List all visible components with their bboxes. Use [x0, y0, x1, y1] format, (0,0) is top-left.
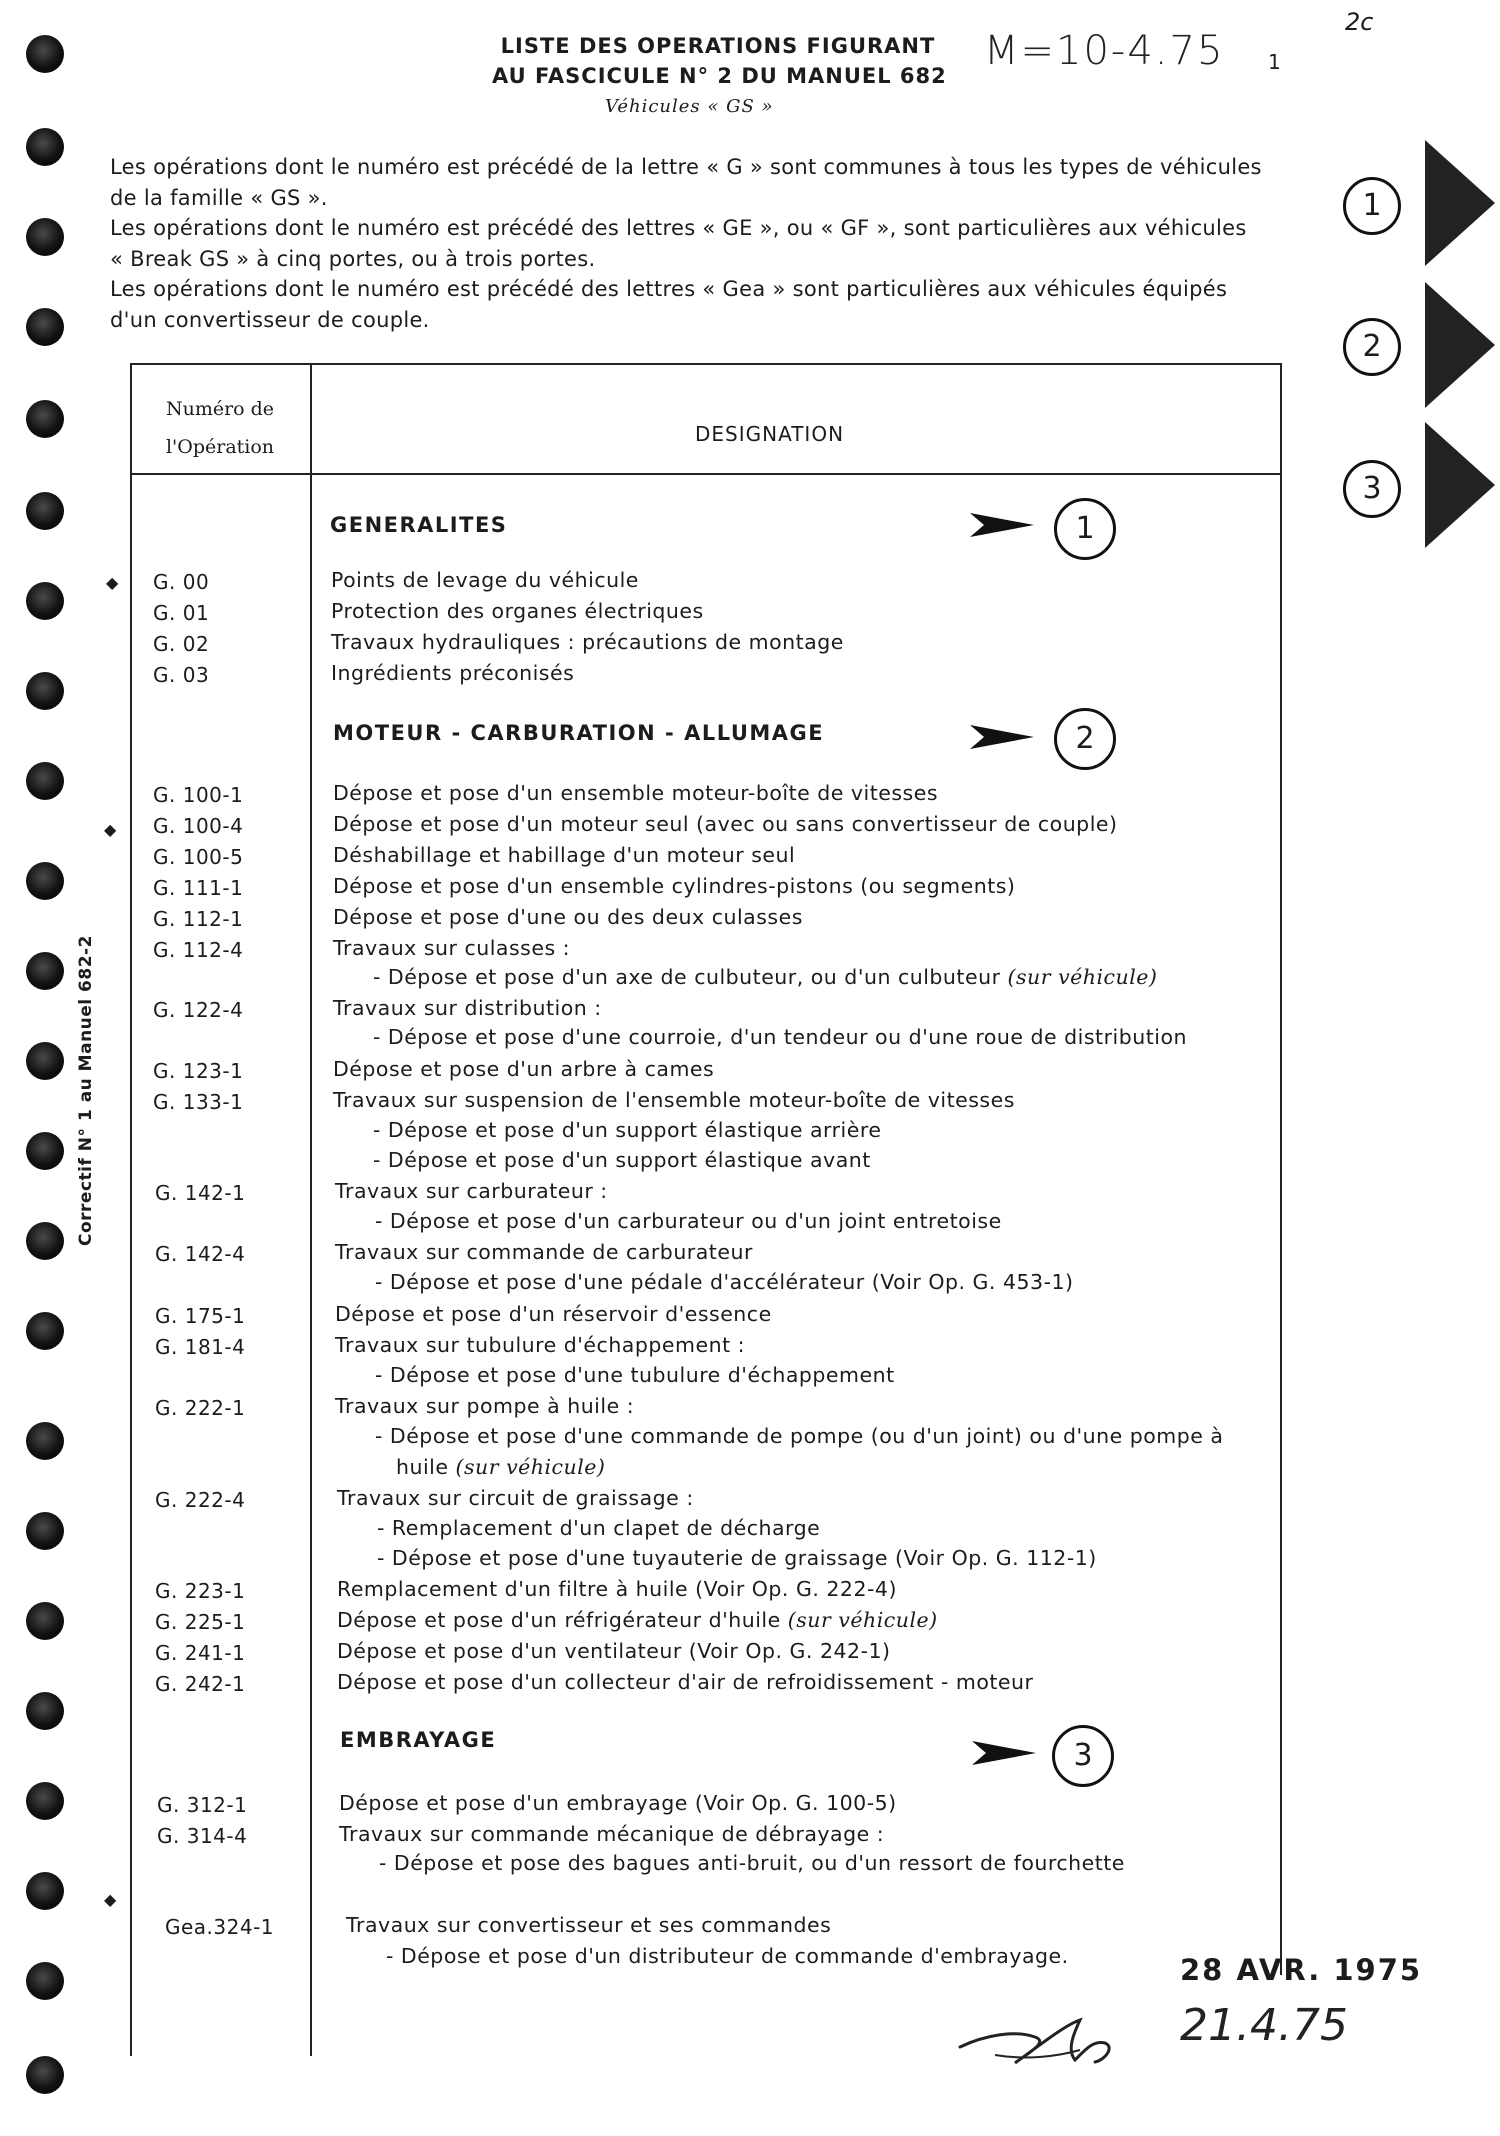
operation-designation: Travaux sur convertisseur et ses commandes [346, 1913, 832, 1937]
operation-code: G. 142-1 [155, 1181, 246, 1205]
binder-hole [26, 672, 64, 710]
table-column-divider [310, 363, 312, 2056]
operation-note: (sur véhicule) [787, 1608, 938, 1632]
operation-code: G. 02 [153, 632, 210, 656]
operation-designation: - Dépose et pose d'une courroie, d'un tendeur ou d'une roue de distribution [373, 1025, 1187, 1049]
operation-designation-text: Dépose et pose d'un réfrigérateur d'huile [337, 1608, 781, 1632]
binder-hole [26, 1312, 64, 1350]
operation-code: G. 100-4 [153, 814, 244, 838]
binder-hole [26, 35, 64, 73]
operation-designation: Dépose et pose d'une ou des deux culasses [333, 905, 803, 929]
operation-designation: Travaux sur suspension de l'ensemble moteur-boîte de vitesses [333, 1088, 1015, 1112]
binder-hole [26, 218, 64, 256]
section-title: GENERALITES [330, 513, 508, 537]
date-stamp: 28 AVR. 1975 [1180, 1953, 1423, 1987]
operation-code: G. 225-1 [155, 1610, 246, 1634]
binder-hole [26, 1222, 64, 1260]
binder-hole [26, 128, 64, 166]
revision-mark: ◆ [104, 1890, 117, 1909]
intro-line: Les opérations dont le numéro est précédé des lettres « Gea » sont particulières aux véhicules équipés [110, 277, 1228, 301]
side-tab-label: 3 [1343, 460, 1401, 518]
binder-hole [26, 952, 64, 990]
operation-code: G. 112-1 [153, 907, 244, 931]
binder-hole [26, 1782, 64, 1820]
title-line-1: LISTE DES OPERATIONS FIGURANT [500, 34, 936, 58]
binder-hole [26, 1872, 64, 1910]
operation-code: G. 223-1 [155, 1579, 246, 1603]
binder-hole [26, 1422, 64, 1460]
operation-designation: Déshabillage et habillage d'un moteur seul [333, 843, 796, 867]
section-marker-number: 2 [1054, 708, 1116, 770]
binder-hole [26, 762, 64, 800]
operation-designation: Travaux sur commande mécanique de débrayage : [339, 1822, 885, 1846]
section-marker-number: 1 [1054, 498, 1116, 560]
operation-designation: Travaux sur commande de carburateur [335, 1240, 753, 1264]
column-header-designation: DESIGNATION [695, 422, 845, 446]
handwritten-reference: M=10-4.75 [984, 28, 1225, 74]
operation-designation [333, 965, 1157, 989]
side-tab-arrow-icon [1425, 422, 1495, 548]
operation-code: G. 222-4 [155, 1488, 246, 1512]
operation-designation [337, 1608, 938, 1632]
operation-code: G. 181-4 [155, 1335, 246, 1359]
operation-designation: - Dépose et pose d'un support élastique arrière [373, 1118, 882, 1142]
operation-code: G. 01 [153, 601, 210, 625]
pointer-arrow-icon [970, 722, 1034, 752]
operation-code: Gea.324-1 [165, 1915, 275, 1939]
column-header-operation-line: l'Opération [165, 436, 275, 458]
operation-note: (sur véhicule) [1007, 965, 1158, 989]
operation-designation: - Dépose et pose des bagues anti-bruit, ou d'un ressort de fourchette [379, 1851, 1125, 1875]
operation-designation: Dépose et pose d'un réservoir d'essence [335, 1302, 772, 1326]
pointer-arrow-icon [972, 1738, 1036, 1768]
handwritten-date: 21.4.75 [1180, 2000, 1348, 2051]
operation-code: G. 314-4 [157, 1824, 248, 1848]
operation-designation: Travaux sur culasses : [333, 936, 571, 960]
operation-designation: Travaux sur tubulure d'échappement : [335, 1333, 746, 1357]
revision-mark: ◆ [104, 820, 117, 839]
binder-hole [26, 400, 64, 438]
operation-designation: - Dépose et pose d'une pédale d'accélérateur (Voir Op. G. 453-1) [375, 1270, 1074, 1294]
page-subtitle: Véhicules « GS » [605, 96, 774, 117]
revision-mark: ◆ [106, 573, 119, 592]
operation-designation: Dépose et pose d'un ensemble moteur-boîte de vitesses [333, 781, 939, 805]
operation-code: G. 312-1 [157, 1793, 248, 1817]
operation-code: G. 241-1 [155, 1641, 246, 1665]
table-top-border [130, 363, 1282, 365]
operation-code: G. 175-1 [155, 1304, 246, 1328]
binder-hole [26, 1692, 64, 1730]
operation-code: G. 112-4 [153, 938, 244, 962]
operation-designation: Points de levage du véhicule [331, 568, 639, 592]
operation-designation: - Dépose et pose d'une tuyauterie de graissage (Voir Op. G. 112-1) [377, 1546, 1097, 1570]
section-title: MOTEUR - CARBURATION - ALLUMAGE [333, 721, 825, 745]
margin-note: Correctif N° 1 au Manuel 682-2 [76, 935, 96, 1246]
operation-designation: Dépose et pose d'un embrayage (Voir Op. G. 100-5) [339, 1791, 897, 1815]
operation-code: G. 142-4 [155, 1242, 246, 1266]
side-tab-arrow-icon [1425, 140, 1495, 266]
binder-hole [26, 582, 64, 620]
binder-hole [26, 862, 64, 900]
operation-designation: Ingrédients préconisés [331, 661, 575, 685]
binder-hole [26, 1512, 64, 1550]
intro-line: de la famille « GS ». [110, 185, 328, 210]
column-header-operation-line: Numéro de [165, 398, 275, 420]
operation-designation: - Remplacement d'un clapet de décharge [377, 1516, 821, 1540]
operation-designation: Travaux sur carburateur : [335, 1179, 608, 1203]
intro-line: « Break GS » à cinq portes, ou à trois portes. [110, 246, 596, 271]
section-title: EMBRAYAGE [340, 1728, 497, 1752]
table-left-border [130, 363, 132, 2056]
pointer-arrow-icon [970, 510, 1034, 540]
binder-hole [26, 308, 64, 346]
column-header-operation [132, 390, 308, 466]
operation-designation: Dépose et pose d'un ensemble cylindres-pistons (ou segments) [333, 874, 1016, 898]
operation-code: G. 100-5 [153, 845, 244, 869]
side-tab-label: 1 [1343, 177, 1401, 235]
operation-designation: - Dépose et pose d'un distributeur de commande d'embrayage. [386, 1944, 1069, 1968]
section-marker-number: 3 [1052, 1725, 1114, 1787]
binder-hole [26, 1132, 64, 1170]
operation-designation: Protection des organes électriques [331, 599, 704, 623]
operation-code: G. 111-1 [153, 876, 244, 900]
intro-line: Les opérations dont le numéro est précédé de la lettre « G » sont communes à tous les types de véhicules [110, 155, 1262, 179]
operation-designation: Travaux hydrauliques : précautions de montage [331, 630, 844, 654]
operation-designation-text: huile [396, 1455, 449, 1479]
binder-hole [26, 492, 64, 530]
operation-code: G. 123-1 [153, 1059, 244, 1083]
operation-designation: Travaux sur distribution : [333, 996, 602, 1020]
title-line-2: AU FASCICULE N° 2 DU MANUEL 682 [492, 64, 947, 88]
binder-hole [26, 1042, 64, 1080]
binder-hole [26, 1962, 64, 2000]
page-number: 1 [1268, 50, 1281, 74]
operation-designation: Dépose et pose d'un moteur seul (avec ou sans convertisseur de couple) [333, 812, 1118, 836]
operation-designation [396, 1455, 605, 1479]
table-right-border [1280, 363, 1282, 1975]
intro-line: d'un convertisseur de couple. [110, 307, 430, 332]
binder-hole [26, 2056, 64, 2094]
table-header-divider [130, 473, 1282, 475]
operation-designation: Dépose et pose d'un arbre à cames [333, 1057, 715, 1081]
operation-designation: Travaux sur pompe à huile : [335, 1394, 635, 1418]
operation-designation: - Dépose et pose d'une tubulure d'échappement [375, 1363, 895, 1387]
operation-designation-text: - Dépose et pose d'un axe de culbuteur, ou d'un culbuteur [373, 965, 1001, 989]
operation-designation: - Dépose et pose d'une commande de pompe (ou d'un joint) ou d'une pompe à [375, 1424, 1224, 1448]
operation-designation: Travaux sur circuit de graissage : [337, 1486, 694, 1510]
operation-designation: Dépose et pose d'un collecteur d'air de refroidissement - moteur [337, 1670, 1034, 1694]
operation-designation: - Dépose et pose d'un carburateur ou d'un joint entretoise [375, 1209, 1002, 1233]
side-tab-label: 2 [1343, 318, 1401, 376]
intro-line: Les opérations dont le numéro est précédé des lettres « GE », ou « GF », sont particulières aux véhicules [110, 216, 1247, 240]
operation-note: (sur véhicule) [455, 1455, 606, 1479]
operation-code: G. 242-1 [155, 1672, 246, 1696]
operation-code: G. 133-1 [153, 1090, 244, 1114]
operation-code: G. 122-4 [153, 998, 244, 1022]
binder-hole [26, 1602, 64, 1640]
operation-designation: Dépose et pose d'un ventilateur (Voir Op. G. 242-1) [337, 1639, 891, 1663]
corner-note: 2c [1345, 8, 1374, 36]
signature-scribble [955, 2005, 1125, 2075]
operation-designation: Remplacement d'un filtre à huile (Voir Op. G. 222-4) [337, 1577, 897, 1601]
operation-code: G. 03 [153, 663, 210, 687]
operation-designation: - Dépose et pose d'un support élastique avant [373, 1148, 871, 1172]
operation-code: G. 100-1 [153, 783, 244, 807]
side-tab-arrow-icon [1425, 282, 1495, 408]
operation-code: G. 222-1 [155, 1396, 246, 1420]
operation-code: G. 00 [153, 570, 210, 594]
intro-paragraph [110, 152, 1262, 335]
